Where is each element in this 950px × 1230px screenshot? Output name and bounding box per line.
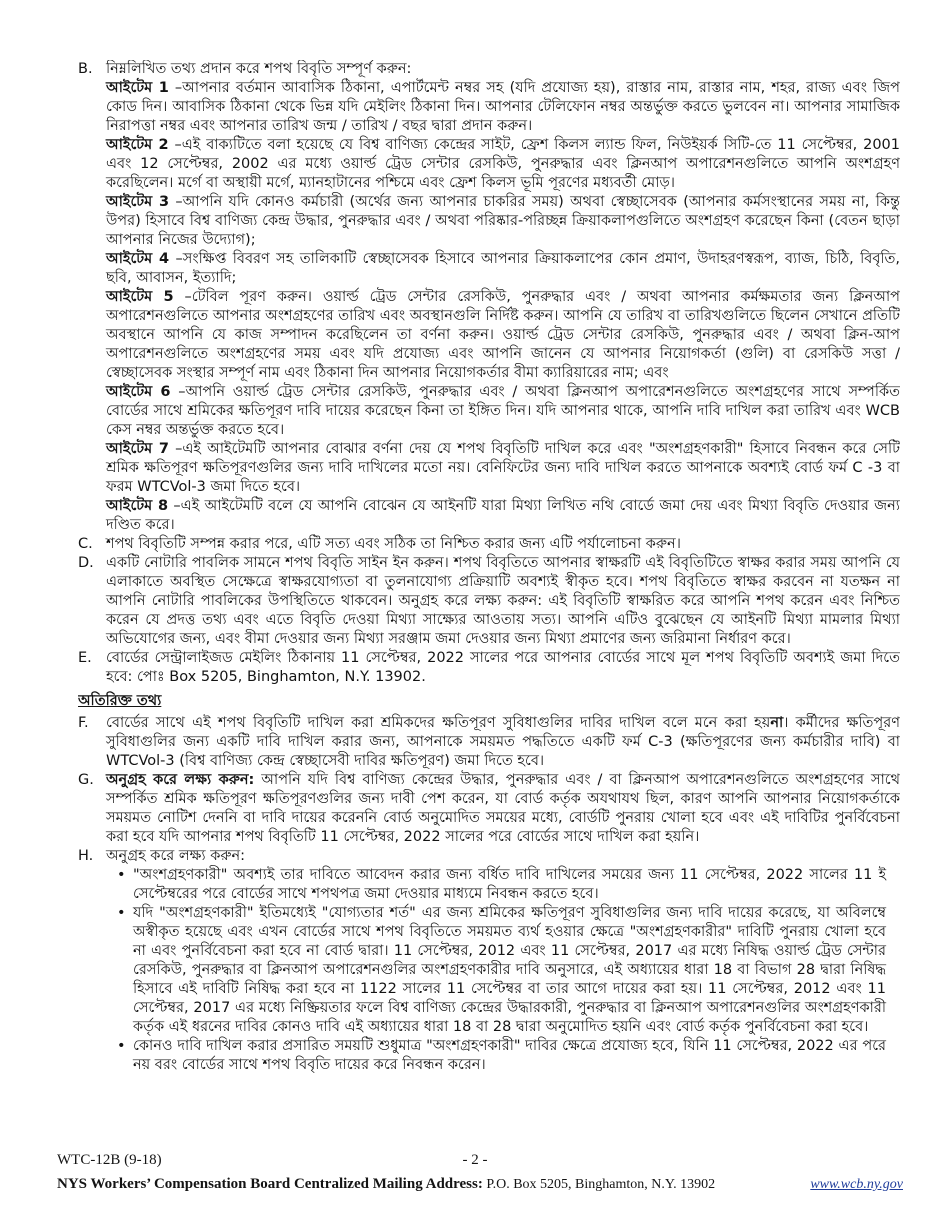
page-number: - 2 - bbox=[462, 1152, 488, 1168]
footer-mailing-line bbox=[57, 1175, 903, 1194]
section-e bbox=[78, 649, 900, 687]
section-c-marker: C. bbox=[78, 536, 93, 552]
bullet-text-3: কোনও দাবি দাখিল করার প্রসারিত সময়টি শুধুমাত্র "অংশগ্রহণকারী" দাবির ক্ষেত্রে প্রযোজ্য হবে, যিনি 11 সেপ্টেম্বর, 2022 এর পরে নয় বরং বোর্ডের সাথে শপথ বিবৃতি দায়ের করে নিবন্ধন করেন। bbox=[133, 1038, 886, 1073]
item-2-text: –এই বাক্যটিতে বলা হয়েছে যে বিশ্ব বাণিজ্য কেন্দ্রের সাইট, ফ্রেশ কিলস ল্যান্ড ফিল, নিউইয়র্ক সিটি-তে 11 সেপ্টেম্বর, 2001 এবং 12 সেপ্টেম্বর, 2002 এর মধ্যে ওয়ার্ল্ড ট্রেড সেন্টার রেসকিউ, পুনরুদ্ধার এবং ক্লিনআপ অপারেশনগুলিতে আপনি অংশগ্রহণ করেছিলেন। মর্গে বা অস্থায়ী মর্গে, ম্যানহাটানের পশ্চিমে এবং ফ্রেশ কিলস ভূমি পূরণের মধ্যবর্তী মোড়। bbox=[106, 137, 900, 191]
section-e-text: বোর্ডের সেন্ট্রালাইজড মেইলিং ঠিকানায় 11 সেপ্টেম্বর, 2022 সালের পরে আপনার বোর্ডের সাথে মূল শপথ বিবৃতিটি অবশ্যই জমা দিতে হবে: পোঃ Box 5205, Binghamton, N.Y. 13902. bbox=[106, 650, 900, 685]
section-h-body bbox=[106, 847, 900, 1075]
list-item bbox=[117, 866, 886, 904]
bullet-icon: • bbox=[117, 1038, 126, 1054]
list-item bbox=[117, 904, 886, 1037]
item-7-label: আইটেম 7 bbox=[106, 441, 169, 457]
item-6-text: –আপনি ওয়ার্ল্ড ট্রেড সেন্টার রেসকিউ, পুনরুদ্ধার এবং / অথবা ক্লিনআপ অপারেশনগুলিতে অংশগ্রহণের সাথে সম্পর্কিত বোর্ডের সাথে শ্রমিকের ক্ষতিপূরণ দাবি দায়ের করেছেন কিনা তা ইঙ্গিত দিন। যদি আপনার থাকে, আপনি দাবি দাখিল করা তারিখ এবং WCB কেস নম্বর অন্তর্ভুক্ত করতে হবে। bbox=[106, 384, 900, 438]
item-6 bbox=[106, 383, 900, 440]
section-b bbox=[78, 60, 900, 535]
section-d-text: একটি নোটারি পাবলিক সামনে শপথ বিবৃতি সাইন ইন করুন। শপথ বিবৃতিতে আপনার স্বাক্ষরটি এই বিবৃতিটিতে স্বাক্ষর করার সময় আপনি যে এলাকাতে অবস্থিত সেক্ষেত্রে স্বাক্ষরযোগ্যতা বা তুলনাযোগ্য প্রক্রিয়াটি অবশ্যই স্বীকৃত হবে। শপথ বিবৃতিতে স্বাক্ষর করবেন না যতক্ষন না আপনি নোটারি পাবলিকের উপস্থিতিতে থাকবেন। অনুগ্রহ করে লক্ষ্য করুন: এই বিবৃতিটি স্বাক্ষরিত করে আপনি শপথ করেন এবং নিশ্চিত করেন যে প্রদত্ত তথ্য এবং এতে বিবৃতি দেওয়া মিথ্যা সাক্ষ্যের আওতায় সত্য। আপনি এটিও বুঝেছেন যে আইনটি মিথ্যা মামলার মিথ্যা অভিযোগের জন্য, এবং বীমা দেওয়ার জন্য মিথ্যা সরঞ্জাম জমা দেওয়ার জন্য মিথ্যা প্রমাণের জন্য জরিমানা নির্ধারণ করে। bbox=[106, 555, 900, 647]
section-d bbox=[78, 554, 900, 649]
item-3 bbox=[106, 193, 900, 250]
section-c-text: শপথ বিবৃতিটি সম্পন্ন করার পরে, এটি সত্য এবং সঠিক তা নিশ্চিত করার জন্য এটি পর্যালোচনা করুন। bbox=[106, 536, 681, 552]
section-b-body bbox=[106, 60, 900, 535]
footer-org-label: NYS Workers’ Compensation Board Centralized Mailing Address: bbox=[57, 1176, 483, 1192]
item-5-label: আইটেম 5 bbox=[106, 289, 174, 305]
additional-info-heading: অতিরিক্ত তথ্য bbox=[78, 693, 162, 709]
footer-address-block bbox=[57, 1175, 715, 1194]
section-g-marker: G. bbox=[78, 772, 94, 788]
section-f-body bbox=[106, 714, 900, 771]
item-3-text: –আপনি যদি কোনও কর্মচারী (অর্থের জন্য আপনার চাকরির সময়) অথবা স্বেচ্ছাসেবক (আপনার কর্মসংস্থানের সময় না, কিন্তু উপর) হিসাবে বিশ্ব বাণিজ্য কেন্দ্র উদ্ধার, পুনরুদ্ধার এবং / অথবা পরিষ্কার-পরিচ্ছন্ন ক্রিয়াকলাপগুলিতে অংশগ্রহণ করেছেন কিনা (বেতন ছাড়া আপনার নিজের উদ্যোগ); bbox=[106, 194, 900, 248]
item-8 bbox=[106, 497, 900, 535]
section-e-marker: E. bbox=[78, 650, 92, 666]
item-4-text: –সংক্ষিপ্ত বিবরণ সহ তালিকাটি স্বেচ্ছাসেবক হিসাবে আপনার ক্রিয়াকলাপের কোন প্রমাণ, উদাহরণস্বরূপ, ব্যাজ, চিঠি, বিবৃতি, ছবি, আবাসন, ইত্যাদি; bbox=[106, 251, 900, 286]
item-3-label: আইটেম 3 bbox=[106, 194, 170, 210]
item-8-text: –এই আইটেমটি বলে যে আপনি বোঝেন যে আইনটি যারা মিথ্যা লিখিত নথি বোর্ডে জমা দেয় এবং মিথ্যা বিবৃতি দেওয়ার জন্য দণ্ডিত করে। bbox=[106, 498, 900, 533]
bullet-icon: • bbox=[117, 905, 126, 921]
section-g-label: অনুগ্রহ করে লক্ষ্য করুন: bbox=[106, 772, 255, 788]
item-4-label: আইটেম 4 bbox=[106, 251, 170, 267]
item-1-label: আইটেম 1 bbox=[106, 80, 169, 96]
item-8-label: আইটেম 8 bbox=[106, 498, 169, 514]
section-f-text-before: বোর্ডের সাথে এই শপথ বিবৃতিটি দাখিল করা শ্রমিকদের ক্ষতিপূরণ সুবিধাগুলির দাবির দাখিল বলে মনে করা হয় bbox=[106, 715, 771, 731]
section-f-text-after: । কর্মীদের ক্ষতিপূরণ সুবিধাগুলির জন্য একটি দাবি দাখিল করার জন্য, আপনাকে সময়মত পদ্ধতিতে একটি ফর্ম C-3 (ক্ষতিপূরণের জন্য কর্মচারীর দাবি) বা WTCVol-3 (বিশ্ব বাণিজ্য কেন্দ্র স্বেচ্ছাসেবী দাবির ক্ষতিপূরণ) জমা দিতে হবে। bbox=[106, 715, 900, 769]
item-5-text: –টেবিল পূরণ করুন। ওয়ার্ল্ড ট্রেড সেন্টার রেসকিউ, পুনরুদ্ধার এবং / অথবা আপনার কর্মক্ষমতার জন্য ক্লিনআপ অপারেশনগুলিতে আপনার অংশগ্রহণের তারিখ এবং অবস্থানগুলি নির্দিষ্ট করুন। আপনি যে তারিখ বা তারিখগুলিতে ছিলেন সেখানে প্রতিটি অবস্থানে আপনি যে কাজ সম্পাদন করেছিলেন তা বর্ণনা করুন। ওয়ার্ল্ড ট্রেড সেন্টার রেসকিউ, পুনরুদ্ধার এবং / অথবা ক্লিন-আপ অপারেশনগুলিতে অংশগ্রহণের সময় এবং যদি প্রযোজ্য এবং আপনি জানেন যে আপনার নিয়োগকর্তা (গুলি) বা রেসকিউ সত্তা / স্বেচ্ছাসেবক সংস্থার সম্পূর্ণ নাম এবং ঠিকানা দিন আপনার নিয়োগকর্তার বীমা ক্যারিয়ারের নাম; এবং bbox=[106, 289, 900, 381]
section-h-bullet-list bbox=[106, 866, 900, 1075]
bullet-text-1: "অংশগ্রহণকারী" অবশ্যই তার দাবিতে আবেদন করার জন্য বর্ধিত দাবি দাখিলের সময়ের জন্য 11 সেপ্টেম্বর, 2022 সালের 11 ই সেপ্টেম্বরের পরে বোর্ডের সাথে শপথপত্র জমা দেওয়ার মাধ্যমে নিবন্ধন করতে হবে। bbox=[133, 867, 886, 902]
section-d-marker: D. bbox=[78, 555, 94, 571]
bullet-text-2: যদি "অংশগ্রহণকারী" ইতিমধ্যেই "যোগ্যতার শর্ত" এর জন্য শ্রমিকের ক্ষতিপূরণ সুবিধাগুলির জন্য দাবি দায়ের করেছে, যা অবিলম্বে অস্বীকৃত হয়েছে এবং এখন বোর্ডের সাথে শপথ বিবৃতিতে সময়মত ব্যর্থ হওয়ার ক্ষেত্রে "অংশগ্রহণকারীর" দাবিটি পুনরায় খোলা হবে না এবং পুনর্বিবেচনা করা হবে না বোর্ড দ্বারা। 11 সেপ্টেম্বর, 2012 এবং 11 সেপ্টেম্বর, 2017 এর মধ্যে নিষিদ্ধ ওয়ার্ল্ড ট্রেড সেন্টার রেসকিউ, পুনরুদ্ধার বা ক্লিনআপ অপারেশনগুলির অংশগ্রহণকারীর দাবি অনুসারে, এই অধ্যায়ের ধারা 18 বা বিভাগ 28 দ্বারা নিষিদ্ধ হিসাবে এই দাবিটি নিষিদ্ধ করা হবে না 1122 সালের 11 সেপ্টেম্বর বা তার আগে দায়ের করা হয়। 11 সেপ্টেম্বর, 2012 এবং 11 সেপ্টেম্বর, 2017 এর মধ্যে নিষ্ক্রিয়তার ফলে বিশ্ব বাণিজ্য কেন্দ্রের উদ্ধারকারী, পুনরুদ্ধার বা ক্লিনআপ অপারেশনগুলির অংশগ্রহণকারী কর্তৃক এই ধরনের দাবির কোনও দাবি এই অধ্যায়ের ধারা 18 বা 28 দ্বারা অনুমোদিত হয়নি এবং বোর্ড কর্তৃক পুনর্বিবেচনা করা হবে। bbox=[133, 905, 886, 1035]
section-f bbox=[78, 714, 900, 771]
form-id: WTC-12B (9-18) bbox=[57, 1152, 162, 1168]
section-h bbox=[78, 847, 900, 1075]
bullet-icon: • bbox=[117, 867, 126, 883]
item-1-text: –আপনার বর্তমান আবাসিক ঠিকানা, এপার্টমেন্ট নম্বর সহ (যদি প্রযোজ্য হয়), রাস্তার নাম, রাস্তার নাম, শহর, রাজ্য এবং জিপ কোড দিন। আবাসিক ঠিকানা থেকে ভিন্ন যদি মেইলিং ঠিকানা দিন। আপনার টেলিফোন নম্বর অন্তর্ভুক্ত করতে ভুলবেন না। আপনার সামাজিক নিরাপত্তা নম্বর এবং আপনার তারিখ জন্ম / তারিখ / বছর দ্বারা প্রদান করুন। bbox=[106, 80, 900, 134]
section-c bbox=[78, 535, 900, 554]
item-2-label: আইটেম 2 bbox=[106, 137, 169, 153]
item-4 bbox=[106, 250, 900, 288]
item-1 bbox=[106, 79, 900, 136]
list-item bbox=[117, 1037, 886, 1075]
item-7-text: –এই আইটেমটি আপনার বোঝার বর্ণনা দেয় যে শপথ বিবৃতিটি দাখিল করে এবং "অংশগ্রহণকারী" হিসাবে নিবন্ধন করে সেটি শ্রমিক ক্ষতিপূরণ ক্ষতিপূরণগুলির জন্য দাবি দাখিলের মতো নয়। বেনিফিটের জন্য দাবি দাখিল করতে আপনাকে অবশ্যই বোর্ড ফর্ম C -3 বা ফরম WTCVol-3 জমা দিতে হবে। bbox=[106, 441, 900, 495]
item-2 bbox=[106, 136, 900, 193]
section-f-text-bold: না bbox=[770, 715, 784, 731]
section-f-marker: F. bbox=[78, 715, 89, 731]
item-7 bbox=[106, 440, 900, 497]
section-h-marker: H. bbox=[78, 848, 94, 864]
section-b-intro: নিম্নলিখিত তথ্য প্রদান করে শপথ বিবৃতি সম্পূর্ণ করুন: bbox=[106, 61, 412, 77]
section-g bbox=[78, 771, 900, 847]
section-b-marker: B. bbox=[78, 61, 93, 77]
website-link[interactable]: www.wcb.ny.gov bbox=[810, 1177, 903, 1192]
footer-address: P.O. Box 5205, Binghamton, N.Y. 13902 bbox=[486, 1177, 716, 1192]
instructions-content bbox=[78, 60, 900, 1140]
item-5 bbox=[106, 288, 900, 383]
item-6-label: আইটেম 6 bbox=[106, 384, 171, 400]
section-h-intro: অনুগ্রহ করে লক্ষ্য করুন: bbox=[106, 848, 246, 864]
section-g-body bbox=[106, 771, 900, 847]
section-g-text: আপনি যদি বিশ্ব বাণিজ্য কেন্দ্রের উদ্ধার, পুনরুদ্ধার এবং / বা ক্লিনআপ অপারেশনগুলিতে অংশগ্রহণের সাথে সম্পর্কিত শ্রমিক ক্ষতিপূরণ ক্ষতিপূরণগুলির জন্য দাবী পেশ করেন, যা বোর্ড কর্তৃক অযথাযথ ছিল, কারণ আপনি আপনার নিয়োগকর্তাকে সময়মত নোটিশ দেননি বা দাবি দায়ের করেননি বোর্ড অনুমোদিত সময়ের মধ্যে, বোর্ডটি পুনরায় খোলা হবে এবং এই দাবিটির পুনর্বিবেচনা করা হবে যদি আপনার শপথ বিবৃতিটি 11 সেপ্টেম্বর, 2022 সালের পরে বোর্ডের সাথে দাখিল করা হয়নি। bbox=[106, 772, 900, 845]
